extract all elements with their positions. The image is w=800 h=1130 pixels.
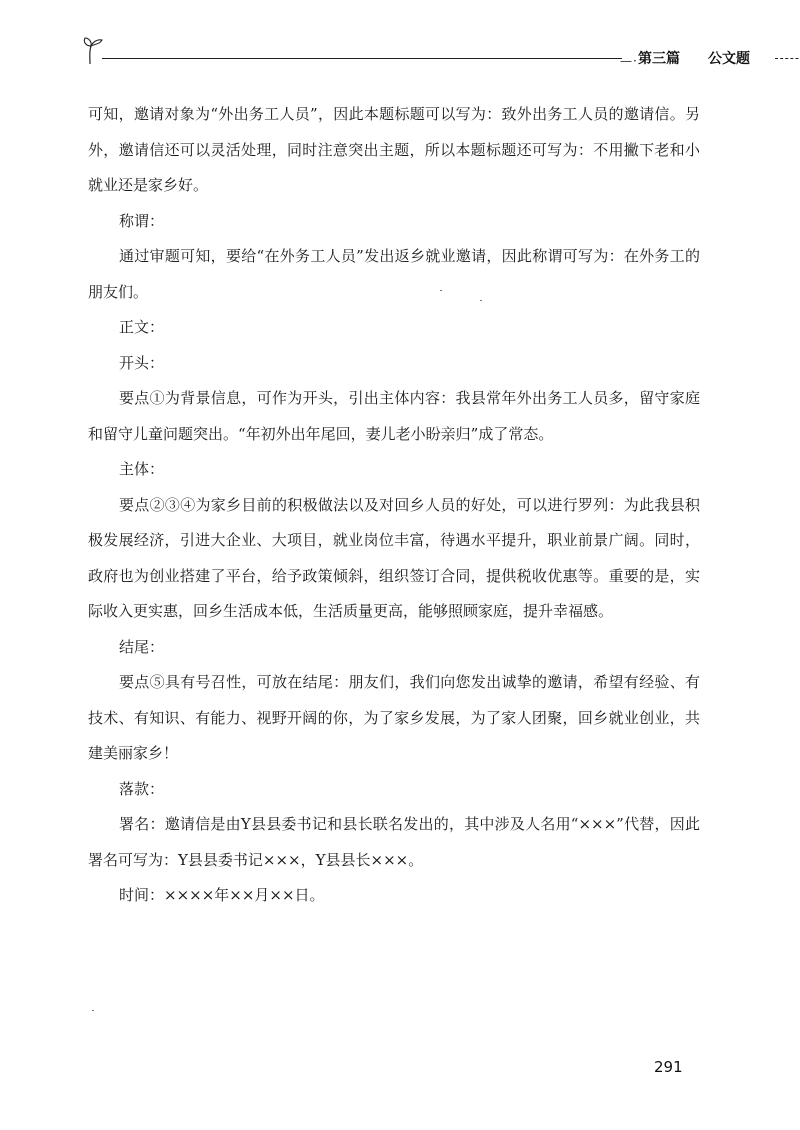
title-paragraph: 可知，邀请对象为“外出务工人员”，因此本题标题可以写为：致外出务工人员的邀请信。另外，邀请信还可以灵活处理，同时注意突出主题，所以本题标题还可写为：不用撇下老和小 就业还是家乡好。 [88, 105, 700, 194]
ending-paragraph: 要点⑤具有号召性，可放在结尾：朋友们，我们向您发出诚挚的邀请，希望有经验、有技术、有知识、有能力、视野开阔的你，为了家乡发展，为了家人团聚，回乡就业创业，共建美丽家乡！ [88, 673, 700, 762]
page-number: 291 [654, 1058, 683, 1076]
signature-paragraph: 署名：邀请信是由Y县县委书记和县长联名发出的，其中涉及人名用“×××”代替，因此署名可写为：Y县县委书记×××，Y县县长×××。 [88, 815, 700, 869]
page-content [88, 97, 700, 914]
scan-speck [480, 300, 482, 301]
date-paragraph: 时间：××××年××月××日。 [119, 886, 325, 904]
running-header [82, 34, 782, 74]
header-rule-right [775, 58, 800, 59]
greeting-paragraph: 通过审题可知，要给“在外务工人员”发出返乡就业邀请，因此称谓可写为：在外务工的朋友们。 [88, 247, 700, 301]
header-separator: —· [620, 54, 638, 68]
ending-heading: 结尾： [119, 637, 165, 656]
main-paragraph: 要点②③④为家乡目前的积极做法以及对回乡人员的好处，可以进行罗列：为此我县积极发展经济，引进大企业、大项目，就业岗位丰富，待遇水平提升，职业前景广阔。同时，政府也为创业搭建了平台，给予政策倾斜，组织签订合同，提供税收优惠等。重要的是，实际收入更实惠，回乡生活成本低，生活质量更高，能够照顾家庭，提升幸福感。 [88, 495, 700, 620]
opening-paragraph: 要点①为背景信息，可作为开头，引出主体内容：我县常年外出务工人员多，留守家庭和留守儿童问题突出。“年初外出年尾回，妻儿老小盼亲归”成了常态。 [88, 389, 700, 443]
section-part: 第三篇 [638, 51, 680, 67]
main-heading: 主体： [119, 460, 165, 478]
header-rule [102, 58, 622, 59]
section-topic: 公文题 [708, 51, 750, 67]
scan-speck [440, 290, 442, 291]
signature-heading: 落款： [119, 779, 165, 798]
sprout-icon [82, 34, 110, 66]
greeting-heading: 称谓： [119, 211, 165, 230]
scan-speck [92, 1010, 94, 1011]
body-heading: 正文： [119, 318, 165, 336]
opening-heading: 开头： [119, 353, 165, 372]
